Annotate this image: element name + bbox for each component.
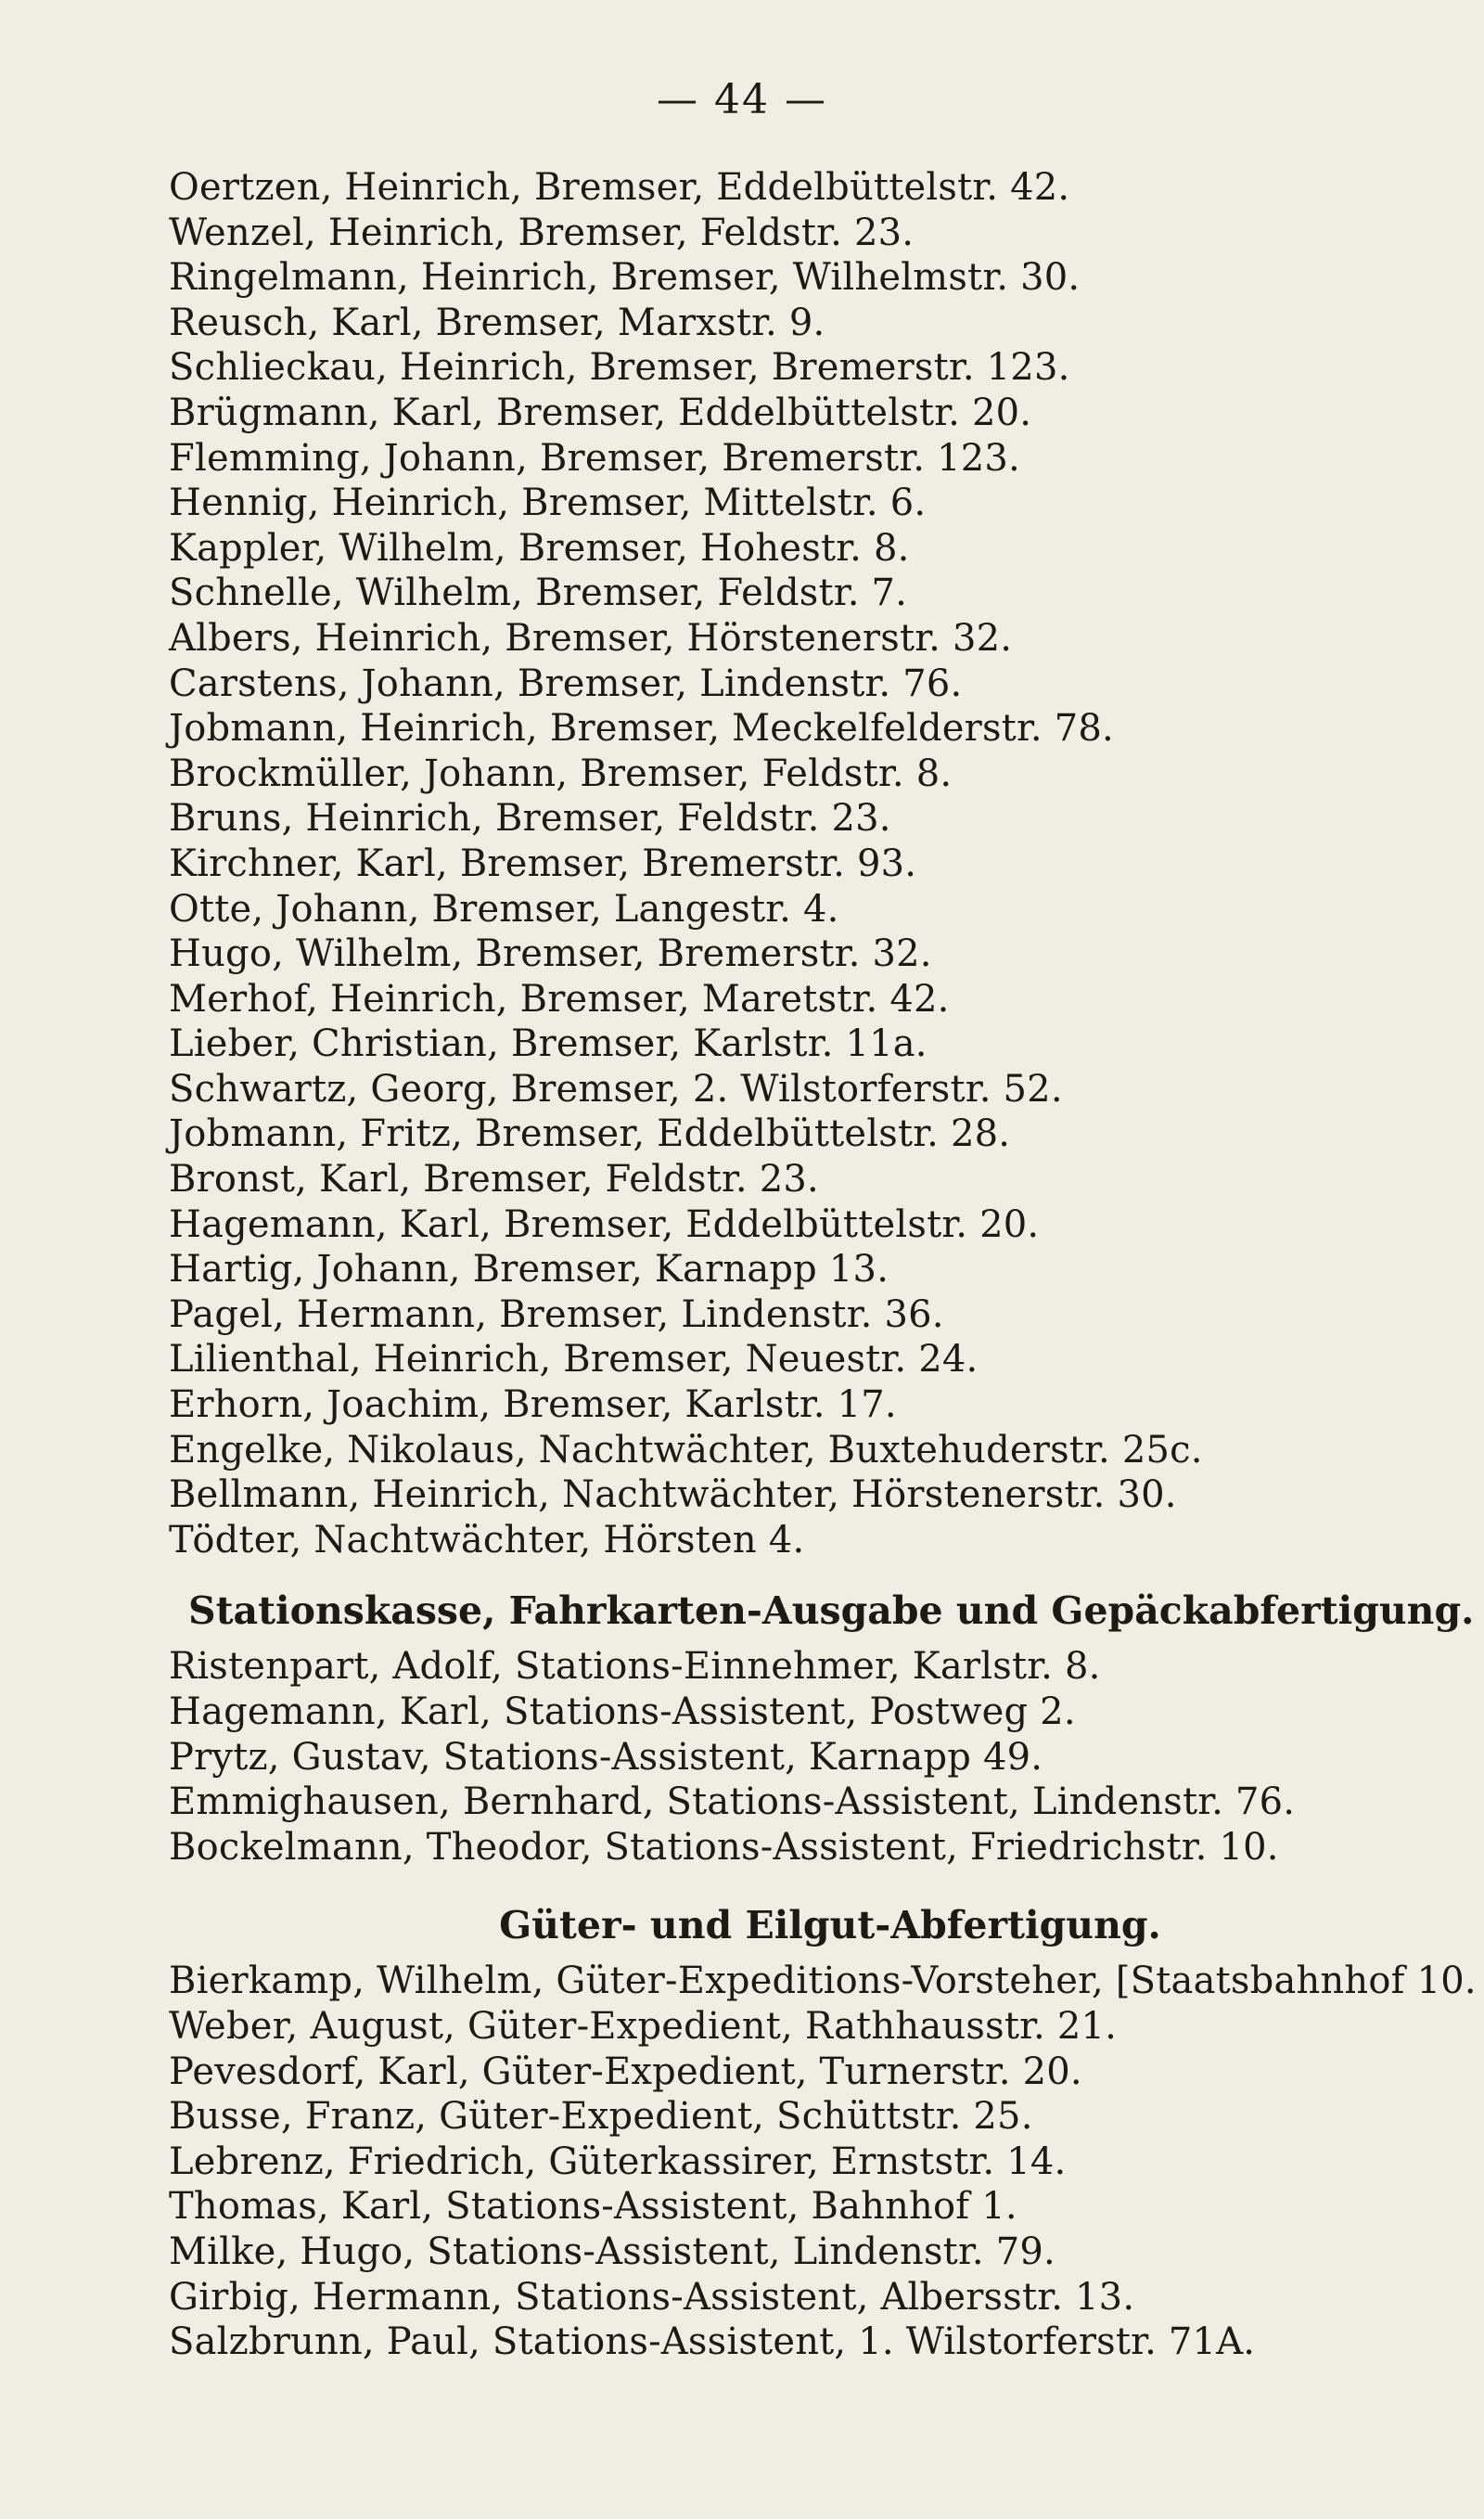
- list-item: Bronst, Karl, Bremser, Feldstr. 23.: [169, 1158, 819, 1202]
- list-item: Oertzen, Heinrich, Bremser, Eddelbüttelstr. 42.: [169, 166, 1070, 209]
- list-item: Thomas, Karl, Stations-Assistent, Bahnhof 1.: [169, 2185, 1017, 2229]
- list-item: Merhof, Heinrich, Bremser, Maretstr. 42.: [169, 977, 950, 1021]
- list-item: Pagel, Hermann, Bremser, Lindenstr. 36.: [169, 1292, 944, 1336]
- list-item: Ringelmann, Heinrich, Bremser, Wilhelmstr. 30.: [169, 256, 1081, 300]
- list-item: Lebrenz, Friedrich, Güterkassirer, Ernststr. 14.: [169, 2140, 1067, 2183]
- list-item: Schwartz, Georg, Bremser, 2. Wilstorferstr. 52.: [169, 1067, 1063, 1111]
- list-item: Carstens, Johann, Bremser, Lindenstr. 76.: [169, 662, 963, 705]
- list-item: Kirchner, Karl, Bremser, Bremerstr. 93.: [169, 842, 917, 885]
- list-item: Kappler, Wilhelm, Bremser, Hohestr. 8.: [169, 526, 910, 570]
- list-item: Engelke, Nikolaus, Nachtwächter, Buxtehuderstr. 25c.: [169, 1428, 1203, 1472]
- list-item: Pevesdorf, Karl, Güter-Expedient, Turnerstr. 20.: [169, 2050, 1082, 2093]
- list-item: Lilienthal, Heinrich, Bremser, Neuestr. 24.: [169, 1338, 979, 1382]
- list-item: Otte, Johann, Bremser, Langestr. 4.: [169, 887, 839, 931]
- page-number: — 44 —: [657, 76, 827, 123]
- list-item: Tödter, Nachtwächter, Hörsten 4.: [169, 1518, 805, 1562]
- section-heading-stationskasse: Stationskasse, Fahrkarten-Ausgabe und Gepäckabfertigung.: [188, 1588, 1475, 1634]
- list-item: Schlieckau, Heinrich, Bremser, Bremerstr. 123.: [169, 346, 1070, 390]
- list-item: Busse, Franz, Güter-Expedient, Schüttstr. 25.: [169, 2095, 1033, 2139]
- list-item: Bockelmann, Theodor, Stations-Assistent, Friedrichstr. 10.: [169, 1825, 1279, 1869]
- list-item: Emmighausen, Bernhard, Stations-Assistent, Lindenstr. 76.: [169, 1780, 1296, 1824]
- list-item: Flemming, Johann, Bremser, Bremerstr. 123.: [169, 436, 1020, 480]
- list-item: Wenzel, Heinrich, Bremser, Feldstr. 23.: [169, 211, 915, 254]
- list-item: Hartig, Johann, Bremser, Karnapp 13.: [169, 1248, 889, 1292]
- list-item: Brügmann, Karl, Bremser, Eddelbüttelstr. 20.: [169, 391, 1032, 434]
- list-item: Jobmann, Heinrich, Bremser, Meckelfelderstr. 78.: [169, 707, 1114, 751]
- list-item: Jobmann, Fritz, Bremser, Eddelbüttelstr. 28.: [169, 1112, 1011, 1156]
- list-item: Hennig, Heinrich, Bremser, Mittelstr. 6.: [169, 482, 927, 525]
- list-item: Bierkamp, Wilhelm, Güter-Expeditions-Vorsteher, [Staatsbahnhof 10.: [169, 1960, 1477, 2003]
- list-item: Bellmann, Heinrich, Nachtwächter, Hörstenerstr. 30.: [169, 1473, 1177, 1517]
- list-item: Erhorn, Joachim, Bremser, Karlstr. 17.: [169, 1383, 897, 1427]
- directory-list: [169, 165, 1477, 2365]
- list-item: Salzbrunn, Paul, Stations-Assistent, 1. Wilstorferstr. 71A.: [169, 2320, 1256, 2364]
- list-item: Reusch, Karl, Bremser, Marxstr. 9.: [169, 301, 825, 344]
- list-item: Hugo, Wilhelm, Bremser, Bremerstr. 32.: [169, 932, 932, 976]
- list-item: Weber, August, Güter-Expedient, Rathhausstr. 21.: [169, 2004, 1118, 2048]
- list-item: Milke, Hugo, Stations-Assistent, Lindenstr. 79.: [169, 2230, 1055, 2273]
- list-item: Hagemann, Karl, Stations-Assistent, Postweg 2.: [169, 1690, 1076, 1733]
- list-item: Hagemann, Karl, Bremser, Eddelbüttelstr. 20.: [169, 1202, 1040, 1246]
- list-item: Brockmüller, Johann, Bremser, Feldstr. 8.: [169, 752, 953, 795]
- list-item: Lieber, Christian, Bremser, Karlstr. 11a.: [169, 1022, 928, 1066]
- list-item: Schnelle, Wilhelm, Bremser, Feldstr. 7.: [169, 572, 908, 615]
- list-item: Prytz, Gustav, Stations-Assistent, Karnapp 49.: [169, 1735, 1043, 1779]
- list-item: Ristenpart, Adolf, Stations-Einnehmer, Karlstr. 8.: [169, 1645, 1101, 1689]
- section-heading-gueterabfertigung: Güter- und Eilgut-Abfertigung.: [499, 1903, 1161, 1948]
- list-item: Albers, Heinrich, Bremser, Hörstenerstr. 32.: [169, 616, 1013, 660]
- list-item: Girbig, Hermann, Stations-Assistent, Albersstr. 13.: [169, 2275, 1135, 2319]
- list-item: Bruns, Heinrich, Bremser, Feldstr. 23.: [169, 797, 891, 841]
